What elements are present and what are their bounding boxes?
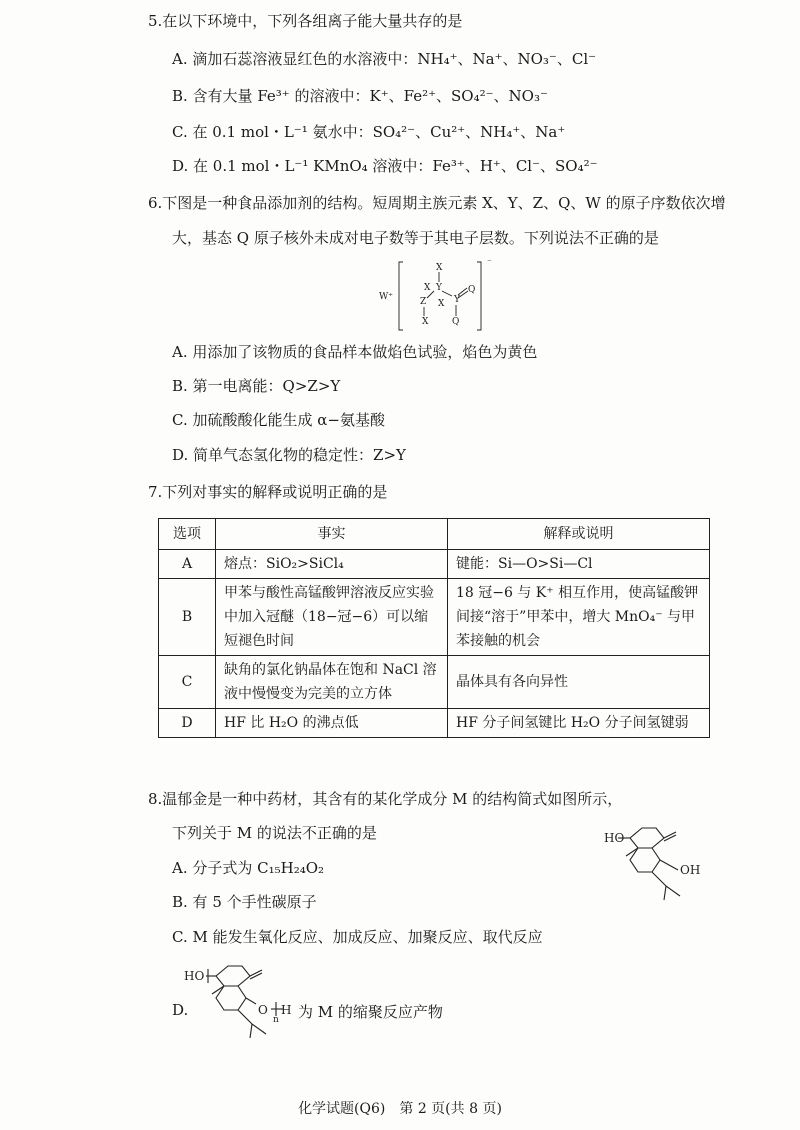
row-fact: 熔点：SiO₂>SiCl₄ bbox=[216, 550, 448, 579]
q6-atom-x-left: X bbox=[424, 283, 431, 293]
table-header-row bbox=[159, 519, 710, 550]
q6-atom-x-mid: X bbox=[438, 299, 445, 309]
q8-option-d-prefix: D. bbox=[172, 1001, 189, 1019]
polymer-ho-label: HO bbox=[184, 969, 205, 983]
row-explanation: 晶体具有各向异性 bbox=[448, 656, 710, 709]
table-row bbox=[159, 550, 710, 579]
q6-atom-y1: Y bbox=[436, 283, 442, 293]
q8-option-a: A. 分子式为 C₁₅H₂₄O₂ bbox=[172, 859, 325, 877]
table-row bbox=[159, 579, 710, 656]
q6-atom-y2: Y bbox=[454, 295, 460, 305]
polymer-o-label: O bbox=[258, 1003, 268, 1017]
row-fact: 甲苯与酸性高锰酸钾溶液反应实验中加入冠醚（18−冠−6）可以缩短褪色时间 bbox=[216, 579, 448, 656]
q6-atom-z: Z bbox=[420, 297, 427, 307]
table-row bbox=[159, 656, 710, 709]
polymer-n-label: n bbox=[273, 1015, 279, 1025]
q5-option-a: A. 滴加石蕊溶液显红色的水溶液中：NH₄⁺、Na⁺、NO₃⁻、Cl⁻ bbox=[172, 50, 597, 68]
q8-option-c: C. M 能发生氧化反应、加成反应、加聚反应、取代反应 bbox=[172, 928, 543, 946]
q6-option-b: B. 第一电离能：Q>Z>Y bbox=[172, 377, 341, 395]
q6-anion-charge: ⁻ bbox=[487, 258, 492, 268]
q6-atom-q-bottom: Q bbox=[452, 317, 460, 327]
q6-stem-line2: 大，基态 Q 原子核外未成对电子数等于其电子层数。下列说法不正确的是 bbox=[172, 229, 659, 247]
q7-stem: 7.下列对事实的解释或说明正确的是 bbox=[148, 483, 388, 501]
m-oh-label: OH bbox=[680, 863, 701, 877]
q5-option-d: D. 在 0.1 mol・L⁻¹ KMnO₄ 溶液中：Fe³⁺、H⁺、Cl⁻、SO₄²⁻ bbox=[172, 157, 598, 175]
row-label: A bbox=[159, 550, 216, 579]
row-fact: HF 比 H₂O 的沸点低 bbox=[216, 709, 448, 738]
q6-structure-diagram bbox=[370, 258, 500, 336]
q6-right-bracket bbox=[477, 262, 481, 330]
q5-option-b: B. 含有大量 Fe³⁺ 的溶液中：K⁺、Fe²⁺、SO₄²⁻、NO₃⁻ bbox=[172, 87, 548, 105]
q6-cation-w: W⁺ bbox=[379, 292, 394, 302]
header-fact: 事实 bbox=[216, 519, 448, 550]
page-footer: 化学试题(Q6) 第 2 页(共 8 页) bbox=[298, 1101, 502, 1117]
q6-stem-line1: 6.下图是一种食品添加剂的结构。短周期主族元素 X、Y、Z、Q、W 的原子序数依次增 bbox=[148, 194, 726, 212]
row-fact: 缺角的氯化钠晶体在饱和 NaCl 溶液中慢慢变为完美的立方体 bbox=[216, 656, 448, 709]
header-option: 选项 bbox=[159, 519, 216, 550]
q6-atom-x-bottom: X bbox=[422, 317, 429, 327]
m-ho-label: HO bbox=[604, 831, 625, 845]
row-explanation: 键能：Si—O>Si—Cl bbox=[448, 550, 710, 579]
m-ring-bottom bbox=[630, 848, 660, 872]
header-explanation: 解释或说明 bbox=[448, 519, 710, 550]
q6-option-c: C. 加硫酸酸化能生成 α−氨基酸 bbox=[172, 411, 385, 429]
row-label: D bbox=[159, 709, 216, 738]
q6-atom-x-top: X bbox=[436, 263, 443, 273]
q7-table bbox=[158, 518, 710, 738]
q8-structure-m bbox=[604, 806, 734, 926]
q5-stem: 5.在以下环境中，下列各组离子能大量共存的是 bbox=[148, 12, 463, 30]
q8-option-d-text: 为 M 的缩聚反应产物 bbox=[298, 1003, 443, 1021]
polymer-h-label: H bbox=[281, 1003, 292, 1017]
q6-atom-q-top: Q bbox=[468, 285, 476, 295]
q6-option-a: A. 用添加了该物质的食品样本做焰色试验，焰色为黄色 bbox=[172, 343, 538, 361]
q8-stem-line2: 下列关于 M 的说法不正确的是 bbox=[172, 824, 377, 842]
q8-option-b: B. 有 5 个手性碳原子 bbox=[172, 893, 317, 911]
table-row bbox=[159, 709, 710, 738]
row-explanation: HF 分子间氢键比 H₂O 分子间氢键弱 bbox=[448, 709, 710, 738]
m-ring-top bbox=[630, 828, 664, 848]
q6-option-d: D. 简单气态氢化物的稳定性：Z>Y bbox=[172, 446, 406, 464]
q5-option-c: C. 在 0.1 mol・L⁻¹ 氨水中：SO₄²⁻、Cu²⁺、NH₄⁺、Na⁺ bbox=[172, 123, 566, 141]
q8-stem: 8.温郁金是一种中药材，其含有的某化学成分 M 的结构简式如图所示， bbox=[148, 790, 623, 808]
row-explanation: 18 冠−6 与 K⁺ 相互作用，使高锰酸钾间接“溶于”甲苯中，增大 MnO₄⁻ 与甲苯接触的机会 bbox=[448, 579, 710, 656]
q6-left-bracket bbox=[399, 262, 403, 330]
row-label: C bbox=[159, 656, 216, 709]
q8-option-d-polymer bbox=[180, 958, 290, 1068]
polymer-ring-top bbox=[216, 966, 250, 986]
polymer-ring-bottom bbox=[216, 986, 246, 1010]
row-label: B bbox=[159, 579, 216, 656]
